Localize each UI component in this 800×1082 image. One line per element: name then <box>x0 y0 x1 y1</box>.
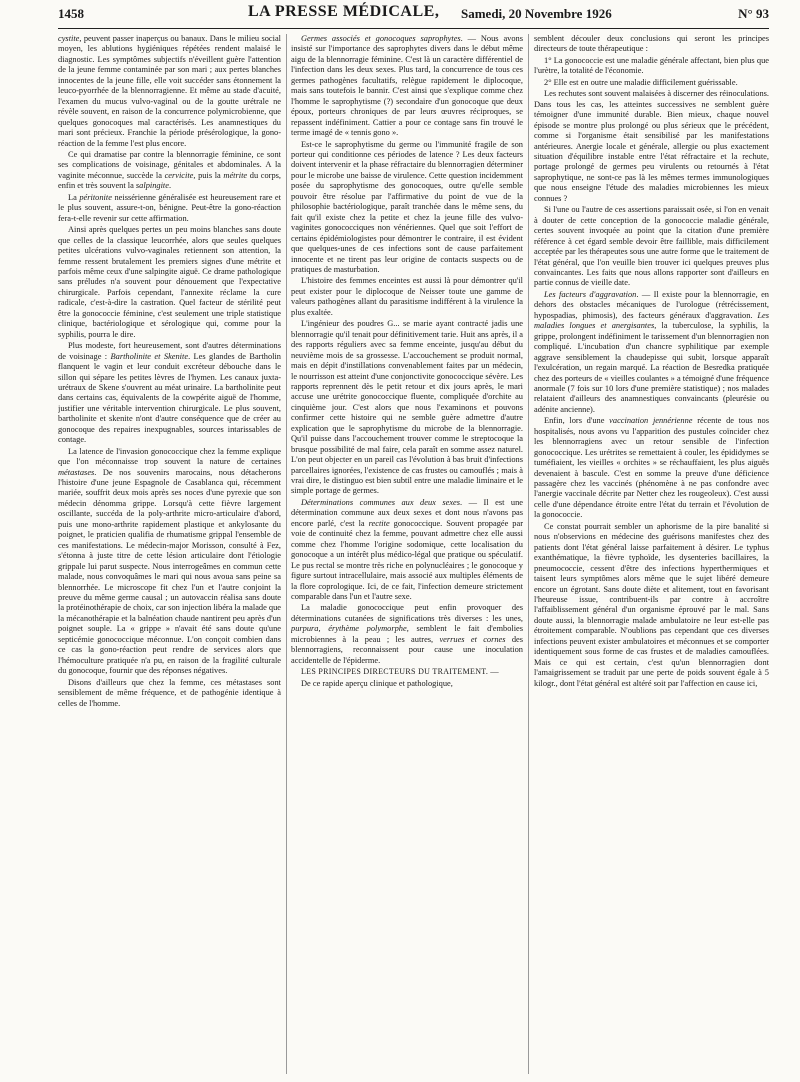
paragraph: La latence de l'invasion gonococcique chez la femme explique que l'on méconnaisse trop souvent la nature de certaines métastases. De nos souvenirs marocains, nous détacherons l'histoire d'une jeune Espagnole de Casablanca qui, récemment mariée, souffrit deux mois après ses noces d'une pyrexie que son médecin dénomma grippe. Lorsqu'à cette fièvre largement oscillante, succéda de la poly-arthrite micro-articulaire d'abord, puis une mono-arthrite rapidement plastique et ankylosante du poignet, le praticien qualifia de rhumatisme grippal l'ensemble de ces manifestations. Le médecin-major Morisson, consulté à Fez, s'étonna à juste titre de cette lésion articulaire dont l'étiologie grippale lui parut suspecte. Nous interrogeâmes en commun cette malade, nous convoquâmes le mari qui nous avoua sans peine sa blennorrhée. Le microscope fit chez l'un et l'autre conjoint la preuve du même germe causal ; un autovaccin réalisa sans doute la protéinothérapie de choix, car son injection libéra la malade que la mécanothérapie et la balnéation chaude nantirent peu après d'un poignet souple. La « grippe » n'avait été sans doute qu'une septicémie gonococcique méconnue. L'on conçoit combien dans ce cas la gono-réaction peut rendre de services alors que l'hémoculture pratiquée n'a pu, en raison de la fragilité culturale du gonocoque, fournir que des réponses négatives. <box>58 446 281 676</box>
paragraph: Ce qui dramatise par contre la blennorragie féminine, ce sont ses complications de voisinage, génitales et abdominales. A la vaginite méconnue, succède la cervicite, puis la métrite du corps, enfin et très souvent la salpingite. <box>58 149 281 191</box>
issue-number: N° 93 <box>738 6 769 21</box>
italic-term: Les maladies longues et anergisantes <box>534 310 769 331</box>
section-heading-paragraph: LES PRINCIPES DIRECTEURS DU TRAITEMENT. — <box>301 667 499 677</box>
paragraph: Les facteurs d'aggravation. — Il existe pour la blennorragie, en dehors des obstacles mécaniques de l'urologue (rétrécissement, hypospadias, phimosis), des facteurs généraux d'aggravation. Les maladies longues et anergisantes, la tuberculose, la syphilis, la grippe, prolongent indéfiniment le tarissement d'un blennorragien non compliqué. L'incubation d'un chancre syphilitique par exemple aggrave sensiblement la chaudepisse qui subit, lorsque apparaît l'exulcération, un regain marqué. La réaction de Besredka pratiquée chez des porteurs de « vieilles coulantes » a témoigné d'une fréquence anormale (7 fois sur 10 lors d'une première statistique) ; nos malades relataient d'ailleurs des anamnestiques convaincants (pleurésie ou adénite ancienne). <box>534 289 769 414</box>
section-heading: LES PRINCIPES DIRECTEURS DU TRAITEMENT. <box>301 667 489 677</box>
italic-term: purpura, érythème polymorphe <box>291 624 407 634</box>
italic-term: cystite <box>58 34 80 43</box>
italic-term: Déterminations communes aux deux sexes <box>301 497 461 507</box>
paragraph: Ainsi après quelques pertes un peu moins blanches sans doute que celles de la classique leucorrhée, alors que seules quelques petites ulcérations vulvo-vaginales retiennent son attention, la femme ressent brutalement les premiers signes d'une métrite et parfois même ceux d'une salpingite aiguë. Ce drame pathologique sans préludes n'a souvent pour dénouement que l'expectative chirurgicale. Parfois cependant, l'annexite réclame la cure radicale, c'est-à-dire la castration. Quel facteur de stérilité peut être la gonococcie féminine, c'est seulement une triple statistique clinique, bactériologique et sérologique qui, comme pour la syphilis, pourra le dire. <box>58 225 281 339</box>
paragraph: cystite, peuvent passer inaperçus ou banaux. Dans le milieu social moyen, les ablutions hygiéniques répétées rendent malaisé le diagnostic. Les symptômes subjectifs n'éveillent guère l'attention de la jeune femme contaminée par son mari ; aux pertes blanches innocentes de la jeune fille, elle voit succéder sans étonnement la leuco-pyorrhée de la blennorragienne. Et même au stade d'acuité, l'examen du mucus vulvo-vaginal ou de la goutte urétrale ne révèle souvent, en raison de la concurrence polymicrobienne, que quelques gonocoques mal caractérisés. Les anamnestiques du mari sont précieux. Franchie la période présérologique, la gono-réaction de la femme l'est plus encore. <box>58 34 281 148</box>
paragraph: 1° La gonococcie est une maladie générale affectant, bien plus que l'urètre, la totalité de l'économie. <box>534 55 769 76</box>
column-left <box>58 34 281 1079</box>
paragraph: L'ingénieur des poudres G... se marie ayant contracté jadis une blennorragie qu'il tenait pour définitivement tarie. Huit ans après, il a des rapports réguliers avec sa femme enceinte, jusqu'au début du neuvième mois de sa grossesse. L'accouchement se produit normal, mais en dépit d'instillations convenablement faites par un médecin, le nourrisson est atteint d'une conjonctivite gonococcique sévère. Les rapports reprennent dès le petit retour et dix jours après, le mari accuse une urétrite gonococcique fluente, compliquée d'orchite au cinquième jour. C'est alors que nous l'examinons et pouvons confirmer cette histoire qui ne semble guère admettre d'autre explication que le saprophytisme du microbe de la blennorragie. Qu'il puisse dans l'accouchement trouver comme le streptocoque la brusque possibilité de mal faire, cela paraît en somme assez naturel. L'on peut objecter en un pareil cas l'évolution à bas bruit d'infections parcellaires ignorées, l'existence de cas frustes ou camouflés ; mais à vrai dire, le distinguo est bien subtil entre une maladie liminaire et le simple portage de germes. <box>291 319 523 496</box>
italic-term: rectite <box>368 518 390 528</box>
paragraph: semblent découler deux conclusions qui seront les principes directeurs de toute thérapeutique : <box>534 34 769 54</box>
paragraph: La maladie gonococcique peut enfin provoquer des déterminations cutanées de significations très diverses : les unes, purpura, érythème polymorphe, semblent le fait d'embolies microbiennes à la peau ; les autres, verrues et cornes des blennorragiens, reconnaissent pour cause une inoculation accidentelle de l'épiderme. <box>291 603 523 665</box>
italic-term: verrues et cornes <box>439 634 506 644</box>
issue-date: Samedi, 20 Novembre 1926 <box>461 6 612 21</box>
paragraph: Germes associés et gonocoques saprophytes. — Nous avons insisté sur l'importance des saprophytes divers dans le début même aigu de la blennorragie féminine. C'est là un caractère différentiel de l'infection dans les deux sexes. Plus tard, la concurrence de tous ces germes pathogènes facultatifs, relègue rapidement le diplocoque, mais sans toutefois le bannir. C'est ainsi que s'explique comme chez l'homme le saprophytisme (?) secondaire d'un gonocoque que deux époux, porteurs chroniques de par leurs œuvres réciproques, se repassent indéfiniment. Cattier a pour ce contage sans fin trouvé le terme imagé de « tennis gono ». <box>291 34 523 138</box>
paragraph: De ce rapide aperçu clinique et pathologique, <box>301 678 453 688</box>
column-middle <box>291 34 523 1079</box>
italic-term: Germes associés et gonocoques saprophytes <box>301 34 461 43</box>
italic-term: péritonite <box>79 192 112 202</box>
page-header <box>58 3 769 29</box>
paragraph: Ce constat pourrait sembler un aphorisme de la pire banalité si nous n'observions en médecine des guérisons manifestes chez des patients dont l'état général laisse parfaitement à désirer. Le typhus exanthématique, la fièvre typhoïde, les dysenteries bacillaires, la pneumococcie, cessent d'être des infections hyperthermiques et taisent leurs symptômes alors même que le sujet libéré demeure encore un égrotant. Sans doute diète et alitement, tout en favorisant l'heureuse issue, contribuent-ils par contre à accroître l'affaiblissement général d'un organisme éprouvé par le mal. Sans doute aussi, la blennorragie malade ambulatoire ne leur est-elle pas étroitement comparable. N'oublions pas cependant que ces diverses infections peuvent exister ambulatoires et méconnues et se comporter identiquement sous forme de cas frustes et de maladies camouflées. Mais ce qui est certain, c'est qu'un blennorragien dont l'amaigrissement se traduit par une perte de poids souvent égale à 5 kilogr., dont l'état général est altéré soit par l'affection en cause ici, <box>534 521 769 688</box>
italic-term: Les facteurs d'aggravation <box>544 289 637 299</box>
page-number: 1458 <box>58 6 84 21</box>
italic-term: cervicite <box>164 170 194 180</box>
journal-title: LA PRESSE MÉDICALE, <box>248 3 440 20</box>
column-right <box>534 34 769 1079</box>
paragraph: Déterminations communes aux deux sexes. — Il est une détermination commune aux deux sexes et dont nous n'avons pas encore parlé, c'est la rectite gonococcique. Souvent propagée par voie de continuité chez la femme, pouvant admettre chez elle aussi comme chez l'homme l'origine sodomique, cette localisation du gonocoque a un intérêt plus médico-légal que pratique ou spéculatif. Le pus rectal se montre très riche en polynucléaires ; le gonocoque y figure surtout intracellulaire, mais associé aux multiples éléments de la flore coprologique. Ici, de ce fait, l'infection demeure strictement comparable dans l'un et l'autre sexe. <box>291 497 523 602</box>
paragraph: Disons d'ailleurs que chez la femme, ces métastases sont sensiblement de même fréquence, et de pathogénie identique à celles de l'homme. <box>58 677 281 708</box>
paragraph: La péritonite neissérienne généralisée est heureusement rare et le plus souvent, assure-t-on, bénigne. Peut-être la gono-réaction fera-t-elle revenir sur cette affirmation. <box>58 192 281 223</box>
paragraph: Enfin, lors d'une vaccination jennérienne récente de tous nos hospitalisés, nous avons vu l'apparition des pustules coïncider chez les blennorragiens avec un retour sensible de l'infection gonococcique. Les urétrites se remettaient à couler, les épididymes se tuméfiaient, les vieilles « orchites » se réchauffaient, les plus aiguës devenaient à bascule. C'est en somme la preuve d'une déficience passagère chez les vaccinés (phénomène à ne pas confondre avec l'anergie vaccinale décrite par Netter chez les rougeoleux). C'est aussi celle d'une dépendance étroite entre l'état du terrain et l'évolution de la gonococcie. <box>534 416 769 520</box>
paragraph: Si l'une ou l'autre de ces assertions paraissait osée, si l'on en venait à douter de cette conception de la gonococcie maladie générale, certes souvent invoquée au point que la citation d'une première référence à cet égard semble devoir être faillible, mais difficilement acceptée par les thérapeutes sous une autre forme que le traitement de l'état général, que l'on veuille bien trouver ici quelques preuves plus convaincantes. Les faits que nous allons rapporter sont d'ailleurs en partie connus de vieille date. <box>534 205 769 288</box>
italic-term: métrite <box>223 170 248 180</box>
column-divider <box>286 34 287 1074</box>
column-divider <box>528 34 529 1074</box>
paragraph: Est-ce le saprophytisme du germe ou l'immunité fragile de son porteur qui conditionne ces périodes de latence ? Les deux facteurs doivent intervenir et la phase réfractaire du blennorragien déterminer pour le microbe une baisse de virulence. Cette question incidemment posée du saprophytisme des gonocoques, outre qu'elle semble pouvoir être résolue par l'affirmative du point de vue de la philosophie bactériologique, paraît tranchée dans le même sens, du fait qu'il existe chez la petite et chez la jeune fille des vulvo-vaginites gonococciques non vénériennes. Quel que soit l'effort de certains épidémiologistes pour démontrer le contraire, il est évident que quelques-unes de ces infections sont de cause parfaitement innocente et ne tirent pas leur origine de contacts suspects ou de pratiques de masturbation. <box>291 139 523 274</box>
italic-term: métastases <box>58 467 95 477</box>
paragraph: L'histoire des femmes enceintes est aussi là pour démontrer qu'il peut exister pour le diplocoque de Neisser toute une gamme de valeurs pathogènes allant du parasitisme indifférent à la virulence la plus exaltée. <box>291 276 523 317</box>
paragraph: Les rechutes sont souvent malaisées à discerner des réinoculations. Dans tous les cas, les atteintes successives ne semblent guère témoigner d'une immunité durable. Bien mieux, chaque nouvel épisode se montre plus prolongé ou plus sérieux que le précédent, comme si l'organisme était sensibilisé par les manifestations antérieures. Anergie locale et générale, allergie ou plus exactement situation d'équilibre instable entre l'état réfractaire et la rechute, portage prolongé de germes peu virulents ou retournés à l'état saprophytique, ne sont-ce pas là les mêmes termes immunologiques que nous enseigne l'étude des maladies microbiennes les mieux connues ? <box>534 89 769 203</box>
italic-term: Bartholinite et Skenite <box>110 351 189 361</box>
paragraph: Plus modeste, fort heureusement, sont d'autres déterminations de voisinage : Bartholinite et Skenite. Les glandes de Bartholin flanquent le vagin et leur conduit excréteur débouche dans le sillon qui sépare les petites lèvres de l'hymen. Les canaux juxta-urétraux de Skene s'ouvrent au méat urinaire. La bartholinite peut dans certains cas, équivalents de la cowpérite aiguë de l'homme, justifier une véritable intervention chirurgicale. Le plus souvent, bartholinite et skenite n'ont d'autre conséquence que de créer au gonocoque des repaires inexpugnables, sources intarissables de contage. <box>58 341 281 445</box>
italic-term: vaccination jennérienne <box>609 416 693 426</box>
paragraph: 2° Elle est en outre une maladie difficilement guérissable. <box>544 77 738 87</box>
italic-term: salpingite <box>135 181 169 191</box>
